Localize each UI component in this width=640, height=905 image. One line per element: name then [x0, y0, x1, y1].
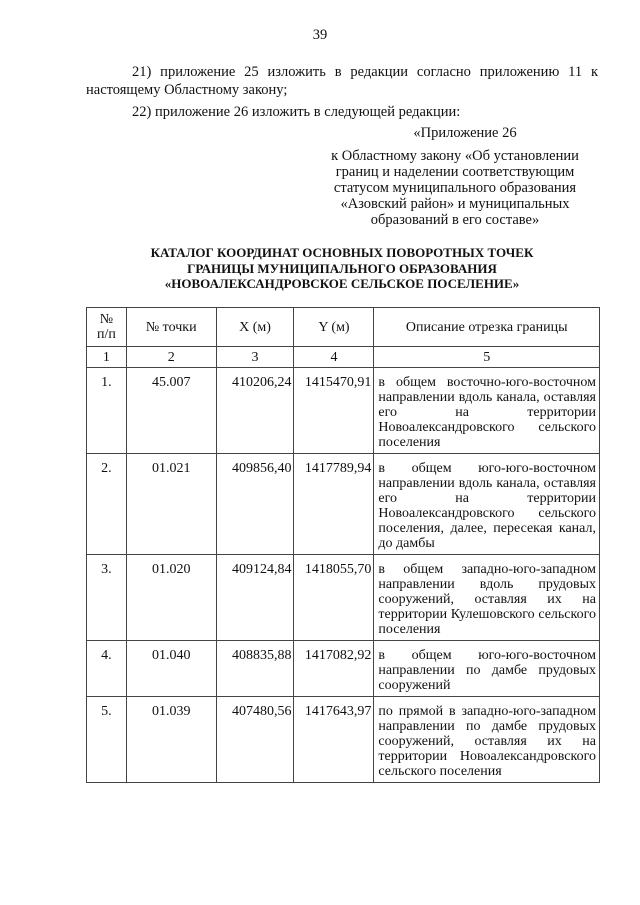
- header-num-line-2: п/п: [96, 327, 116, 342]
- catalog-title-line-1: КАТАЛОГ КООРДИНАТ ОСНОВНЫХ ПОВОРОТНЫХ ТОЧЕК: [150, 245, 534, 260]
- row-number: 1.: [87, 368, 127, 454]
- header-row-number: [87, 308, 127, 347]
- column-number: 3: [216, 347, 294, 368]
- y-coordinate: 1415470,91: [294, 368, 374, 454]
- point-id: 01.040: [126, 641, 216, 697]
- x-coordinate: 410206,24: [216, 368, 294, 454]
- table-row: [87, 641, 600, 697]
- y-coordinate: 1418055,70: [294, 555, 374, 641]
- column-number: 5: [374, 347, 600, 368]
- y-coordinate: 1417082,92: [294, 641, 374, 697]
- column-number: 2: [126, 347, 216, 368]
- y-coordinate: 1417789,94: [294, 454, 374, 555]
- header-description: Описание отрезка границы: [374, 308, 600, 347]
- header-x: X (м): [216, 308, 294, 347]
- paragraph-22: 22) приложение 26 изложить в следующей редакции:: [132, 104, 461, 120]
- row-number: 5.: [87, 697, 127, 783]
- paragraph-21: 21) приложение 25 изложить в редакции согласно приложению 11 к настоящему Областному закону;: [86, 64, 598, 98]
- table-row: [87, 454, 600, 555]
- appendix-title: «Приложение 26: [413, 125, 517, 141]
- column-number-row: [87, 347, 600, 368]
- y-coordinate: 1417643,97: [294, 697, 374, 783]
- coordinates-table: [86, 307, 600, 783]
- appendix-subtitle: к Областному закону «Об установлении границ и наделении соответствующим статусом муниципального образования «Азовский район» и муниципальных образований в его составе»: [331, 148, 579, 228]
- point-id: 01.039: [126, 697, 216, 783]
- x-coordinate: 409124,84: [216, 555, 294, 641]
- point-id: 45.007: [126, 368, 216, 454]
- point-id: 01.021: [126, 454, 216, 555]
- table-row: [87, 697, 600, 783]
- header-num-line-1: №: [99, 312, 114, 327]
- x-coordinate: 408835,88: [216, 641, 294, 697]
- segment-description: в общем юго-юго-восточном направлении по дамбе прудовых сооружений: [374, 641, 600, 697]
- point-id: 01.020: [126, 555, 216, 641]
- segment-description: в общем юго-юго-восточном направлении вдоль канала, оставляя его на территории Новоалександровского сельского поселения, далее, пересекая канал, до дамбы: [374, 454, 600, 555]
- table-row: [87, 368, 600, 454]
- header-point: № точки: [126, 308, 216, 347]
- segment-description: в общем западно-юго-западном направлении вдоль прудовых сооружений, оставляя их на территории Кулешовского сельского поселения: [374, 555, 600, 641]
- header-y: Y (м): [294, 308, 374, 347]
- table-row: [87, 555, 600, 641]
- row-number: 4.: [87, 641, 127, 697]
- catalog-title: [86, 245, 598, 292]
- segment-description: по прямой в западно-юго-западном направлении по дамбе прудовых сооружений, оставляя их на территории Новоалександровского сельского поселения: [374, 697, 600, 783]
- row-number: 3.: [87, 555, 127, 641]
- column-number: 4: [294, 347, 374, 368]
- column-number: 1: [87, 347, 127, 368]
- x-coordinate: 407480,56: [216, 697, 294, 783]
- segment-description: в общем восточно-юго-восточном направлении вдоль канала, оставляя его на территории Новоалександровского сельского поселения: [374, 368, 600, 454]
- table-header-row: [87, 308, 600, 347]
- catalog-title-line-3: «НОВОАЛЕКСАНДРОВСКОЕ СЕЛЬСКОЕ ПОСЕЛЕНИЕ»: [164, 276, 520, 291]
- row-number: 2.: [87, 454, 127, 555]
- page-number: 39: [312, 27, 328, 43]
- catalog-title-line-2: ГРАНИЦЫ МУНИЦИПАЛЬНОГО ОБРАЗОВАНИЯ: [187, 260, 497, 276]
- x-coordinate: 409856,40: [216, 454, 294, 555]
